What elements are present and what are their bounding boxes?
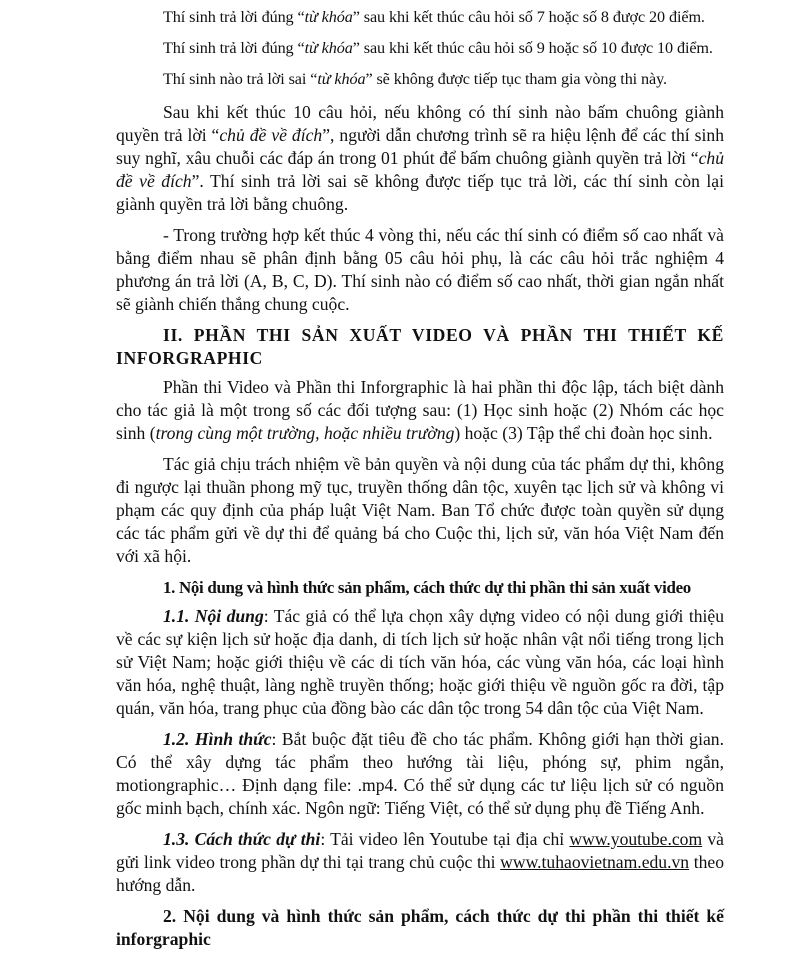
subheading-1: 1. Nội dung và hình thức sản phẩm, cách thức dự thi phần thi sản xuất video bbox=[163, 578, 691, 597]
section-heading-ii: II. PHẦN THI SẢN XUẤT VIDEO VÀ PHẦN THI THIẾT KẾ INFORGRAPHIC bbox=[116, 325, 724, 368]
youtube-link[interactable]: www.youtube.com bbox=[569, 829, 703, 849]
paragraph-copyright: Tác giả chịu trách nhiệm về bản quyền và nội dung của tác phẩm dự thi, không đi ngược lại thuần phong mỹ tục, truyền thống dân tộc, xuyên tạc lịch sử và không vi phạm các quy định của pháp luật Việt Nam. Ban Tổ chức được toàn quyền sử dụng các tác phẩm gửi về dự thi để quảng bá cho Cuộc thi, lịch sử, văn hóa Việt Nam đến với xã hội. bbox=[116, 454, 724, 566]
paragraph-finish-topic: Sau khi kết thúc 10 câu hỏi, nếu không có thí sinh nào bấm chuông giành quyền trả lời “chủ đề về đích”, người dẫn chương trình sẽ ra hiệu lệnh để các thí sinh suy nghĩ, xâu chuỗi các đáp án trong 01 phút để bấm chuông giành quyền trả lời “chủ đề về đích”. Thí sinh trả lời sai sẽ không được tiếp tục trả lời, các thí sinh còn lại giành quyền trả lời bằng chuông. bbox=[116, 102, 724, 214]
subheading-2: 2. Nội dung và hình thức sản phẩm, cách thức dự thi phần thi thiết kế inforgraphic bbox=[116, 906, 724, 949]
paragraph-tiebreak: - Trong trường hợp kết thúc 4 vòng thi, nếu các thí sinh có điểm số cao nhất và bằng điểm nhau sẽ phân định bằng 05 câu hỏi phụ, là các câu hỏi trắc nghiệm 4 phương án trả lời (A, B, C, D). Thí sinh nào có điểm số cao nhất, thời gian ngắn nhất sẽ giành chiến thắng chung cuộc. bbox=[116, 225, 724, 314]
item-1-2-form: 1.2. Hình thức: Bắt buộc đặt tiêu đề cho tác phẩm. Không giới hạn thời gian. Có thể xây dựng tác phẩm theo hướng tài liệu, phóng sự, phim ngắn, motiongraphic… Định dạng file: .mp4. Có thể sử dụng các tư liệu lịch sử có nguồn gốc minh bạch, chính xác. Ngôn ngữ: Tiếng Việt, có thể sử dụng phụ đề Tiếng Anh. bbox=[116, 729, 724, 818]
rule-keyword-q9-q10: Thí sinh trả lời đúng “từ khóa” sau khi kết thúc câu hỏi số 9 hoặc số 10 được 10 điểm. bbox=[163, 39, 713, 57]
contest-site-link[interactable]: www.tuhaovietnam.edu.vn bbox=[500, 852, 690, 872]
item-1-1-content: 1.1. Nội dung: Tác giả có thể lựa chọn xây dựng video có nội dung giới thiệu về các sự kiện lịch sử hoặc địa danh, di tích lịch sử hoặc nhân vật nổi tiếng trong lịch sử Việt Nam; hoặc giới thiệu về các di tích văn hóa, các vùng văn hóa, các loại hình văn hóa, nghệ thuật, làng nghề truyền thống; hoặc giới thiệu về nguồn gốc ra đời, tập quán, văn hóa, trang phục của đồng bào các dân tộc trong 54 dân tộc của Việt Nam. bbox=[116, 606, 724, 718]
paragraph-participants: Phần thi Video và Phần thi Inforgraphic là hai phần thi độc lập, tách biệt dành cho tác giả là một trong số các đối tượng sau: (1) Học sinh hoặc (2) Nhóm các học sinh (trong cùng một trường, hoặc nhiều trường) hoặc (3) Tập thể chi đoàn học sinh. bbox=[116, 377, 724, 443]
rule-keyword-q7-q8: Thí sinh trả lời đúng “từ khóa” sau khi kết thúc câu hỏi số 7 hoặc số 8 được 20 điểm. bbox=[163, 8, 705, 26]
item-1-3-method: 1.3. Cách thức dự thi: Tải video lên Youtube tại địa chỉ www.youtube.com và gửi link video trong phần dự thi tại trang chủ cuộc thi www.tuhaovietnam.edu.vn theo hướng dẫn. bbox=[116, 829, 724, 895]
rule-keyword-wrong: Thí sinh nào trả lời sai “từ khóa” sẽ không được tiếp tục tham gia vòng thi này. bbox=[163, 70, 667, 88]
